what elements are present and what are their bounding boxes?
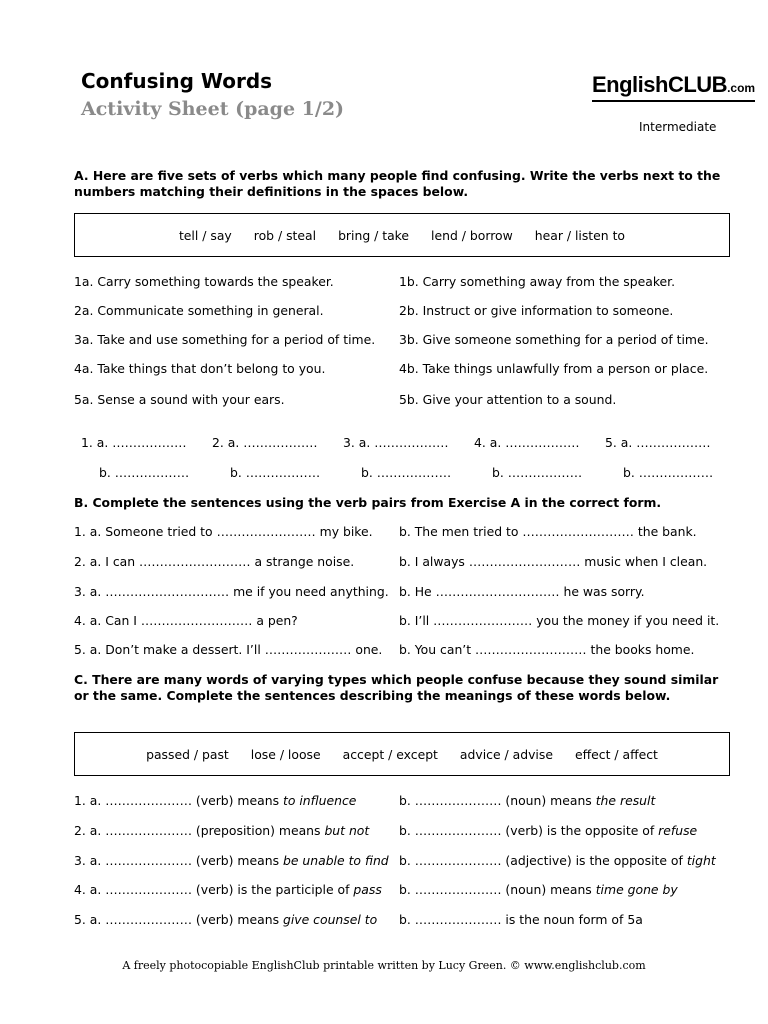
- sentence-a: 4. a. Can I ……………………… a pen?: [74, 613, 298, 628]
- definition-a: 1a. Carry something towards the speaker.: [74, 274, 334, 289]
- definition-a: 3a. Take and use something for a period of time.: [74, 332, 376, 347]
- verb-sets-box: [74, 213, 730, 257]
- definition-b: 1b. Carry something away from the speaker.: [399, 274, 676, 289]
- answer-blank[interactable]: b. ………………: [230, 465, 321, 480]
- answer-blank[interactable]: 3. a. ………………: [343, 435, 449, 450]
- sentence-b: b. The men tried to ……………………… the bank.: [399, 524, 697, 539]
- brand-logo: [592, 74, 755, 102]
- word-set: passed / past: [146, 746, 229, 762]
- sentence-b: b. I always ……………………… music when I clean.: [399, 554, 708, 569]
- meaning-b: b. ………………… (noun) means the result: [399, 793, 656, 808]
- answer-blank[interactable]: 2. a. ………………: [212, 435, 318, 450]
- sentence-b: b. You can’t ……………………… the books home.: [399, 642, 695, 657]
- brand-suffix: .com: [727, 81, 756, 95]
- meaning-a: 1. a. ………………… (verb) means to influence: [74, 793, 357, 808]
- definition-a: 5a. Sense a sound with your ears.: [74, 392, 285, 407]
- meaning-b: b. ………………… (adjective) is the opposite of tight: [399, 853, 716, 868]
- answer-blank[interactable]: b. ………………: [361, 465, 452, 480]
- sentence-a: 5. a. Don’t make a dessert. I’ll ………………… one.: [74, 642, 383, 657]
- page-title: Confusing Words: [81, 69, 273, 93]
- definition-b: 2b. Instruct or give information to someone.: [399, 303, 674, 318]
- page-subtitle: Activity Sheet (page 1/2): [81, 98, 345, 120]
- word-set: lose / loose: [250, 746, 321, 762]
- sentence-a: 1. a. Someone tried to …………………… my bike.: [74, 524, 373, 539]
- definition-b: 3b. Give someone something for a period of time.: [399, 332, 709, 347]
- answer-blank[interactable]: b. ………………: [623, 465, 714, 480]
- meaning-a: 3. a. ………………… (verb) means be unable to find: [74, 853, 389, 868]
- word-set: advice / advise: [459, 746, 553, 762]
- meaning-b: b. ………………… is the noun form of 5a: [399, 912, 643, 927]
- answer-blank[interactable]: 1. a. ………………: [81, 435, 187, 450]
- meaning-b: b. ………………… (verb) is the opposite of refuse: [399, 823, 698, 838]
- meaning-a: 4. a. ………………… (verb) is the participle of pass: [74, 882, 382, 897]
- answer-blank[interactable]: b. ………………: [492, 465, 583, 480]
- definition-b: 4b. Take things unlawfully from a person or place.: [399, 361, 709, 376]
- definition-a: 2a. Communicate something in general.: [74, 303, 324, 318]
- verb-set: bring / take: [338, 227, 410, 243]
- meaning-a: 2. a. ………………… (preposition) means but not: [74, 823, 370, 838]
- meaning-b: b. ………………… (noun) means time gone by: [399, 882, 678, 897]
- definition-a: 4a. Take things that don’t belong to you.: [74, 361, 326, 376]
- verb-set: tell / say: [178, 227, 232, 243]
- answer-blank[interactable]: 4. a. ………………: [474, 435, 580, 450]
- section-a-instruction: A. Here are five sets of verbs which many people find confusing. Write the verbs next to the numbers matching their definitions in the spaces below.: [74, 168, 721, 199]
- brand-name: EnglishCLUB: [592, 72, 728, 97]
- sentence-b: b. I’ll …………………… you the money if you need it.: [399, 613, 720, 628]
- section-c-instruction: C. There are many words of varying types which people confuse because they sound similar or the same. Complete the sentences describing the meanings of these words below.: [74, 672, 719, 703]
- word-set: accept / except: [342, 746, 438, 762]
- word-sets-box: [74, 732, 730, 776]
- definition-b: 5b. Give your attention to a sound.: [399, 392, 617, 407]
- section-b-instruction: B. Complete the sentences using the verb pairs from Exercise A in the correct form.: [74, 495, 662, 510]
- answer-blank[interactable]: b. ………………: [99, 465, 190, 480]
- answer-blank[interactable]: 5. a. ………………: [605, 435, 711, 450]
- verb-set: lend / borrow: [431, 227, 513, 243]
- footer-credit: A freely photocopiable EnglishClub printable written by Lucy Green. © www.englishclub.com: [122, 959, 646, 972]
- verb-set: rob / steal: [253, 227, 317, 243]
- sentence-a: 3. a. ………………………… me if you need anything.: [74, 584, 389, 599]
- sentence-b: b. He ………………………… he was sorry.: [399, 584, 645, 599]
- word-set: effect / affect: [574, 746, 658, 762]
- sentence-a: 2. a. I can ……………………… a strange noise.: [74, 554, 355, 569]
- verb-set: hear / listen to: [534, 227, 626, 243]
- level-label: Intermediate: [639, 120, 717, 134]
- meaning-a: 5. a. ………………… (verb) means give counsel to: [74, 912, 378, 927]
